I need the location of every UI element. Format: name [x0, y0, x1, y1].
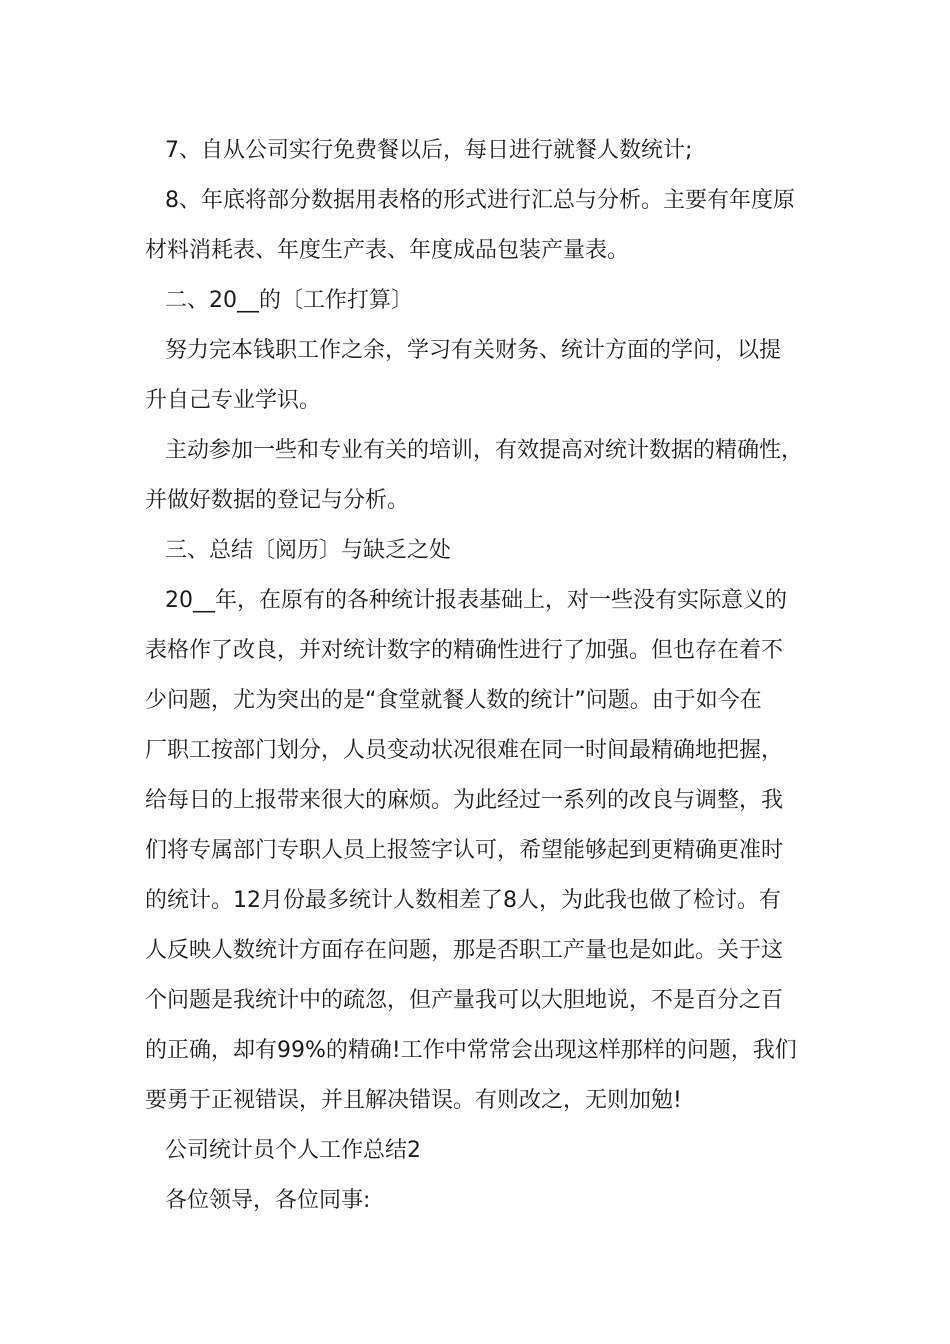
text-line: 材料消耗表、年度生产表、年度成品包装产量表。 [145, 238, 630, 263]
text-line: 要勇于正视错误，并且解决错误。有则改之，无则加勉! [145, 1088, 682, 1113]
text-line: 们将专属部门专职人员上报签字认可，希望能够起到更精确更准时 [145, 838, 784, 863]
text-line: 的正确，却有99%的精确!工作中常常会出现这样那样的问题，我们 [145, 1038, 797, 1063]
text-line: 个问题是我统计中的疏忽，但产量我可以大胆地说，不是百分之百 [145, 988, 784, 1013]
text-line: 主动参加一些和专业有关的培训，有效提高对统计数据的精确性， [165, 438, 804, 463]
text-line: 少问题，尤为突出的是“食堂就餐人数的统计”问题。由于如今在 [145, 688, 762, 713]
text-line: 并做好数据的登记与分析。 [145, 488, 410, 513]
text-line: 给每日的上报带来很大的麻烦。为此经过一系列的改良与调整，我 [145, 788, 784, 813]
text-line: 各位领导，各位同事: [165, 1188, 371, 1213]
text-line: 人反映人数统计方面存在问题，那是否职工产量也是如此。关于这 [145, 938, 784, 963]
text-line: 二、20__的〔工作打算〕 [165, 288, 413, 313]
text-line: 20__年，在原有的各种统计报表基础上，对一些没有实际意义的 [165, 588, 787, 613]
text-line: 厂职工按部门划分，人员变动状况很难在同一时间最精确地把握， [145, 738, 784, 763]
text-line: 三、总结〔阅历〕与缺乏之处 [165, 538, 452, 563]
text-line: 的统计。12月份最多统计人数相差了8人，为此我也做了检讨。有 [145, 888, 781, 913]
text-line: 升自己专业学识。 [145, 388, 322, 413]
text-line: 7、自从公司实行免费餐以后，每日进行就餐人数统计; [165, 138, 693, 163]
text-line: 公司统计员个人工作总结2 [165, 1138, 421, 1163]
text-line: 表格作了改良，并对统计数字的精确性进行了加强。但也存在着不 [145, 638, 784, 663]
text-line: 努力完本钱职工作之余，学习有关财务、统计方面的学问，以提 [165, 338, 782, 363]
document-body [145, 126, 820, 1226]
text-line: 8、年底将部分数据用表格的形式进行汇总与分析。主要有年度原 [165, 188, 795, 213]
